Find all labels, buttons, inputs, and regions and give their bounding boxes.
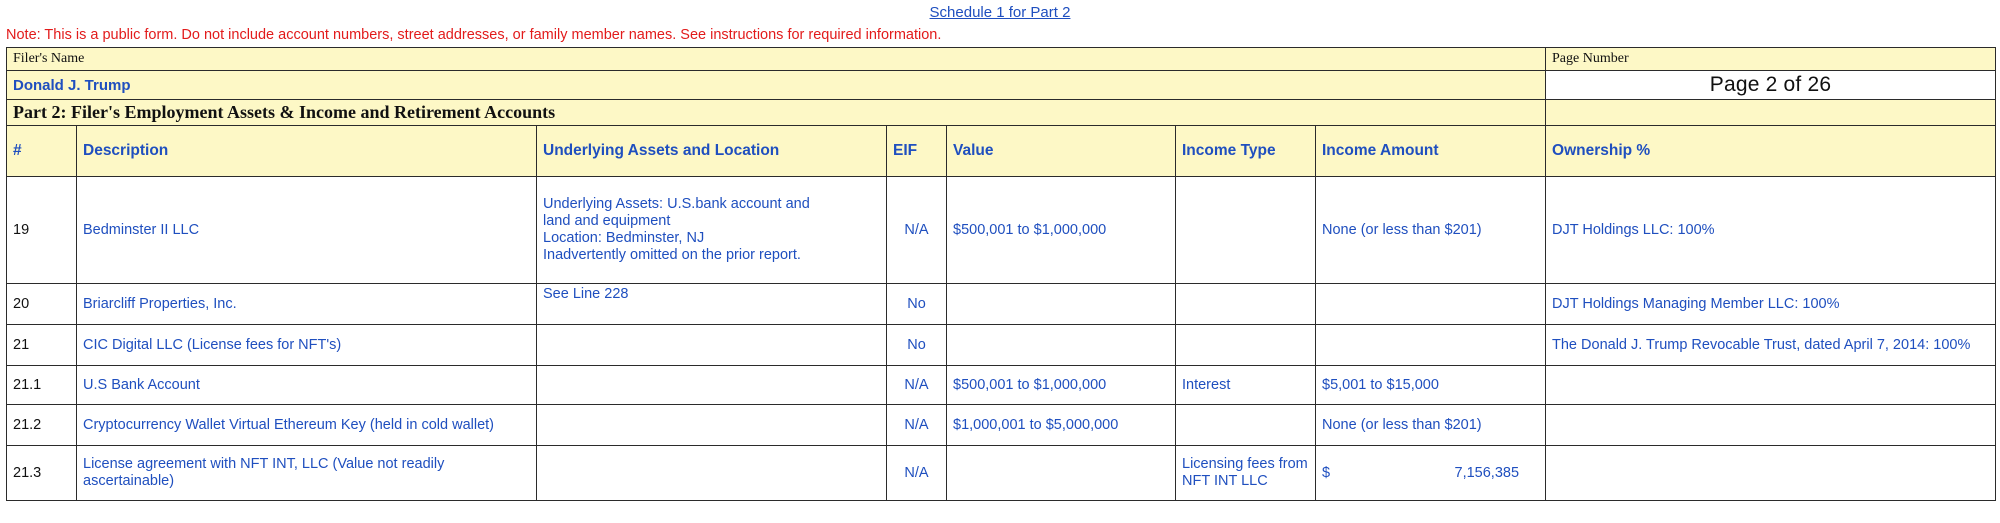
column-header-row — [7, 126, 1996, 177]
row-number: 21.2 — [7, 405, 77, 446]
row-eif: N/A — [887, 405, 947, 446]
row-income-amount: None (or less than $201) — [1316, 405, 1546, 446]
row-assets — [537, 405, 887, 446]
row-value — [947, 325, 1176, 366]
col-header-value: Value — [947, 126, 1176, 177]
row-number: 20 — [7, 284, 77, 325]
row-ownership: The Donald J. Trump Revocable Trust, dated April 7, 2014: 100% — [1546, 325, 1996, 366]
row-assets — [537, 284, 887, 325]
table-row — [7, 366, 1996, 405]
row-ownership: DJT Holdings LLC: 100% — [1546, 177, 1996, 284]
table-row — [7, 446, 1996, 501]
row-number: 21.3 — [7, 446, 77, 501]
row-assets — [537, 366, 887, 405]
row-eif: N/A — [887, 366, 947, 405]
row-income-type — [1176, 177, 1316, 284]
col-header-income-type: Income Type — [1176, 126, 1316, 177]
row-number: 21.1 — [7, 366, 77, 405]
row-description: License agreement with NFT INT, LLC (Value not readily ascertainable) — [77, 446, 537, 501]
row-eif: No — [887, 284, 947, 325]
row-value — [947, 446, 1176, 501]
assets-line: Location: Bedminster, NJ — [543, 230, 705, 246]
part-title: Part 2: Filer's Employment Assets & Income and Retirement Accounts — [7, 100, 1546, 126]
row-income-type: Licensing fees from NFT INT LLC — [1176, 446, 1316, 501]
row-value — [947, 284, 1176, 325]
row-income-amount — [1316, 325, 1546, 366]
row-income-type: Interest — [1176, 366, 1316, 405]
row-eif: N/A — [887, 177, 947, 284]
row-ownership — [1546, 366, 1996, 405]
row-income-type — [1176, 325, 1316, 366]
row-income-amount — [1316, 284, 1546, 325]
row-description: CIC Digital LLC (License fees for NFT's) — [77, 325, 537, 366]
col-header-description: Description — [77, 126, 537, 177]
col-header-num: # — [7, 126, 77, 177]
row-income-amount: $5,001 to $15,000 — [1316, 366, 1546, 405]
income-amount-value: 7,156,385 — [1454, 464, 1520, 481]
page-number: Page 2 of 26 — [1546, 71, 1996, 100]
public-form-note: Note: This is a public form. Do not include account numbers, street addresses, or family member names. See instructions for required information. — [6, 27, 942, 43]
table-row — [7, 405, 1996, 446]
row-value: $500,001 to $1,000,000 — [947, 177, 1176, 284]
table-row — [7, 325, 1996, 366]
row-description: Cryptocurrency Wallet Virtual Ethereum Key (held in cold wallet) — [77, 405, 537, 446]
row-ownership — [1546, 405, 1996, 446]
row-assets — [537, 325, 887, 366]
row-eif: N/A — [887, 446, 947, 501]
col-header-income-amount: Income Amount — [1316, 126, 1546, 177]
table-row — [7, 177, 1996, 284]
row-income-amount — [1316, 446, 1546, 501]
income-amount-currency: $ — [1322, 464, 1331, 481]
col-header-assets: Underlying Assets and Location — [537, 126, 887, 177]
row-description: Bedminster II LLC — [77, 177, 537, 284]
col-header-ownership: Ownership % — [1546, 126, 1996, 177]
row-ownership — [1546, 446, 1996, 501]
row-value: $1,000,001 to $5,000,000 — [947, 405, 1176, 446]
assets-line: Underlying Assets: U.S.bank account and — [543, 196, 810, 212]
schedule-link[interactable]: Schedule 1 for Part 2 — [929, 4, 1071, 21]
assets-line: Inadvertently omitted on the prior report. — [543, 247, 801, 263]
row-value: $500,001 to $1,000,000 — [947, 366, 1176, 405]
page-number-label: Page Number — [1546, 48, 1996, 71]
assets-line: See Line 228 — [543, 286, 629, 302]
filer-name-label: Filer's Name — [7, 48, 1546, 71]
part-title-blank — [1546, 100, 1996, 126]
table-row — [7, 284, 1996, 325]
assets-line: land and equipment — [543, 213, 671, 229]
row-income-type — [1176, 284, 1316, 325]
row-number: 19 — [7, 177, 77, 284]
row-eif: No — [887, 325, 947, 366]
filer-name: Donald J. Trump — [7, 71, 1546, 100]
col-header-eif: EIF — [887, 126, 947, 177]
row-number: 21 — [7, 325, 77, 366]
employment-assets-table — [6, 47, 1996, 501]
row-ownership: DJT Holdings Managing Member LLC: 100% — [1546, 284, 1996, 325]
row-description: U.S Bank Account — [77, 366, 537, 405]
row-assets — [537, 177, 887, 284]
row-income-amount: None (or less than $201) — [1316, 177, 1546, 284]
row-income-type — [1176, 405, 1316, 446]
row-description: Briarcliff Properties, Inc. — [77, 284, 537, 325]
row-assets — [537, 446, 887, 501]
